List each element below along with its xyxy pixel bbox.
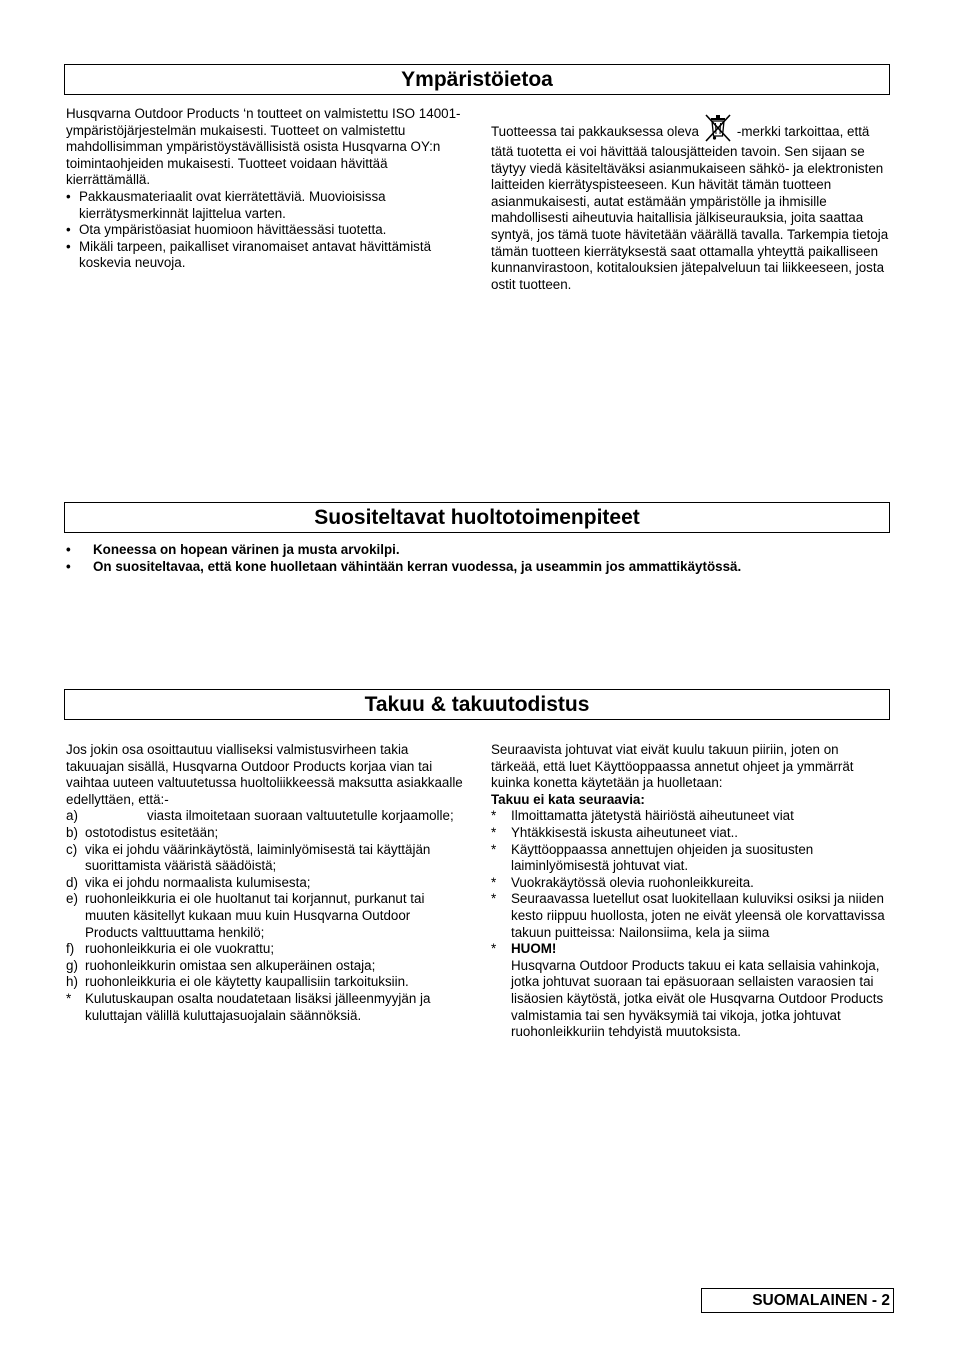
warranty-intro: Jos jokin osa osoittautuu vialliseksi valmistusvirheen takia takuuajan sisällä, Husqvarna Outdoor Products korjaa vian tai vaihtaa uuteen valtuutetussa huoltoliikkeessä maksutta asiakkaalle edellyttäen, että:-: [66, 742, 463, 807]
exclusions-heading: Takuu ei kata seuraavia:: [491, 791, 645, 807]
warranty-condition: e) ruohonleikkuria ei ole huoltanut tai korjannut, purkanut tai muuten käsitellyt kukaan muu kuin Husqvarna Outdoor Products valttuuttama henkilö;: [66, 891, 425, 940]
warranty-condition: a) viasta ilmoitetaan suoraan valtuutetulle korjaamolle;: [66, 808, 454, 824]
warranty-left-column: [66, 742, 466, 1024]
exclusion-item: * Käyttöoppaassa annettujen ohjeiden ja suositusten laiminlyömisestä johtuvat viat.: [491, 841, 814, 874]
note-label: HUOM!: [511, 941, 557, 957]
environment-bullet: • Mikäli tarpeen, paikalliset viranomaiset antavat hävittämistä koskevia neuvoja.: [66, 238, 432, 271]
environment-bullet: • Ota ympäristöasiat huomioon hävittäessäsi tuotetta.: [66, 222, 387, 238]
environment-right-column: [491, 112, 890, 293]
environment-bullet: • Pakkausmateriaalit ovat kierrätettäviä. Muovioisissa kierrätysmerkinnät lajittelua varten.: [66, 188, 386, 221]
warranty-condition: d) vika ei johdu normaalista kulumisesta;: [66, 874, 311, 890]
warranty-title: Takuu & takuutodistus: [64, 689, 890, 720]
warranty-right-column: [491, 742, 890, 1041]
exclusion-item: * Ilmoittamatta jätetystä häiriöstä aiheutuneet viat: [491, 808, 794, 824]
maintenance-bullet: • Koneessa on hopean värinen ja musta arvokilpi.: [66, 542, 400, 557]
maintenance-title: Suositeltavat huoltotoimenpiteet: [64, 502, 890, 533]
exclusion-item: * Yhtäkkisestä iskusta aiheutuneet viat..: [491, 824, 739, 840]
warranty-note: * HUOM! Husqvarna Outdoor Products takuu ei kata sellaisia vahinkoja, jotka johtuvat suoraan tai epäsuoraan sellaisten varaosien tai lisäosien käytöstä, jotka eivät ole Husqvarna Outdoor Products valmistamia tai sen hyväksymiä tai vikoja, jotka johtuvat ruohonleikkuriin tehdyistä muutoksista.: [491, 941, 884, 1040]
warranty-condition: h) ruohonleikkuria ei ole käytetty kaupallisiin tarkoituksiin.: [66, 974, 409, 990]
page-footer-label: SUOMALAINEN - 2: [701, 1288, 894, 1313]
warranty-condition: c) vika ei johdu väärinkäytöstä, laiminlyömisestä tai käyttäjän suorittamista vääristä säädöistä;: [66, 841, 431, 874]
warranty-condition: * Kulutuskaupan osalta noudatetaan lisäksi jälleenmyyjän ja kuluttajan välillä kuluttajasuojalain säännöksiä.: [66, 990, 431, 1023]
warranty-condition: f) ruohonleikkuria ei ole vuokrattu;: [66, 941, 275, 957]
exclusion-item: * Vuokrakäytössä olevia ruohonleikkureita.: [491, 874, 754, 890]
note-text: Husqvarna Outdoor Products takuu ei kata sellaisia vahinkoja, jotka johtuvat suoraan tai epäsuoraan sellaisten varaosien tai lisäosien käytöstä, jotka eivät ole Husqvarna Outdoor Products valmistamia tai sen hyväksymiä tai vikoja, jotka johtuvat ruohonleikkuriin tehdyistä muutoksista.: [511, 957, 884, 1040]
warranty-condition: b) ostotodistus esitetään;: [66, 824, 219, 840]
environment-left-paragraph: Husqvarna Outdoor Products ‘n toutteet on valmistettu ISO 14001-ympäristöjärjestelmän mukaisesti. Tuotteet on valmistettu mahdollisimman ympäristöystävällisistä osista Husqvarna OY:n toimintaohjeiden mukaisesti. Tuotteet voidaan hävittää kierrättämällä.: [66, 106, 461, 188]
environment-left-column: [66, 106, 466, 272]
environment-title: Ympäristöietoa: [64, 64, 890, 95]
maintenance-bullet: • On suositeltavaa, että kone huolletaan vähintään kerran vuodessa, ja useammin jos ammattikäytössä.: [66, 558, 742, 574]
maintenance-bullets: [66, 542, 826, 575]
warranty-right-intro: Seuraavista johtuvat viat eivät kuulu takuun piiriin, joten on tärkeää, että luet Käyttöoppaassa annetut ohjeet ja ymmärrät kuinka konetta käytetään ja huolletaan:: [491, 742, 854, 791]
crossed-out-wheelie-bin-icon: [703, 112, 733, 144]
exclusion-item: * Seuraavassa luetellut osat luokitellaan kuluviksi osiksi ja niiden kesto riippuu huollosta, joten ne eivät yleensä ole korvattavissa takuun puitteissa: Nailonsiima, kela ja siima: [491, 891, 885, 940]
warranty-condition: g) ruohonleikkurin omistaa sen alkuperäinen ostaja;: [66, 957, 376, 973]
environment-right-paragraph: Tuotteessa tai pakkauksessa oleva -merkki tarkoittaa, että tätä tuotetta ei voi hävittää talousjätteiden tavoin. Sen sijaan se täytyy viedä käsiteltäväksi asianmukaiseen sähkö- ja elektronisten laitteiden kierrätyspisteeseen. Kun hävität tämän tuotteen asianmukaisesti, autat estämään ympäristölle ja ihmisille mahdollisesti aiheutuvia haitallisia jälkiseurauksia, joita saattaa syntyä, jos tämä tuote hävitetään väärällä tavalla. Tarkempia tietoja tämän tuotteen kierrätyksestä saat ottamalla yhteyttä paikalliseen kunnanvirastoon, kotitalouksien jätepalveluun tai liikkeeseen, josta ostit tuotteen.: [491, 112, 890, 293]
